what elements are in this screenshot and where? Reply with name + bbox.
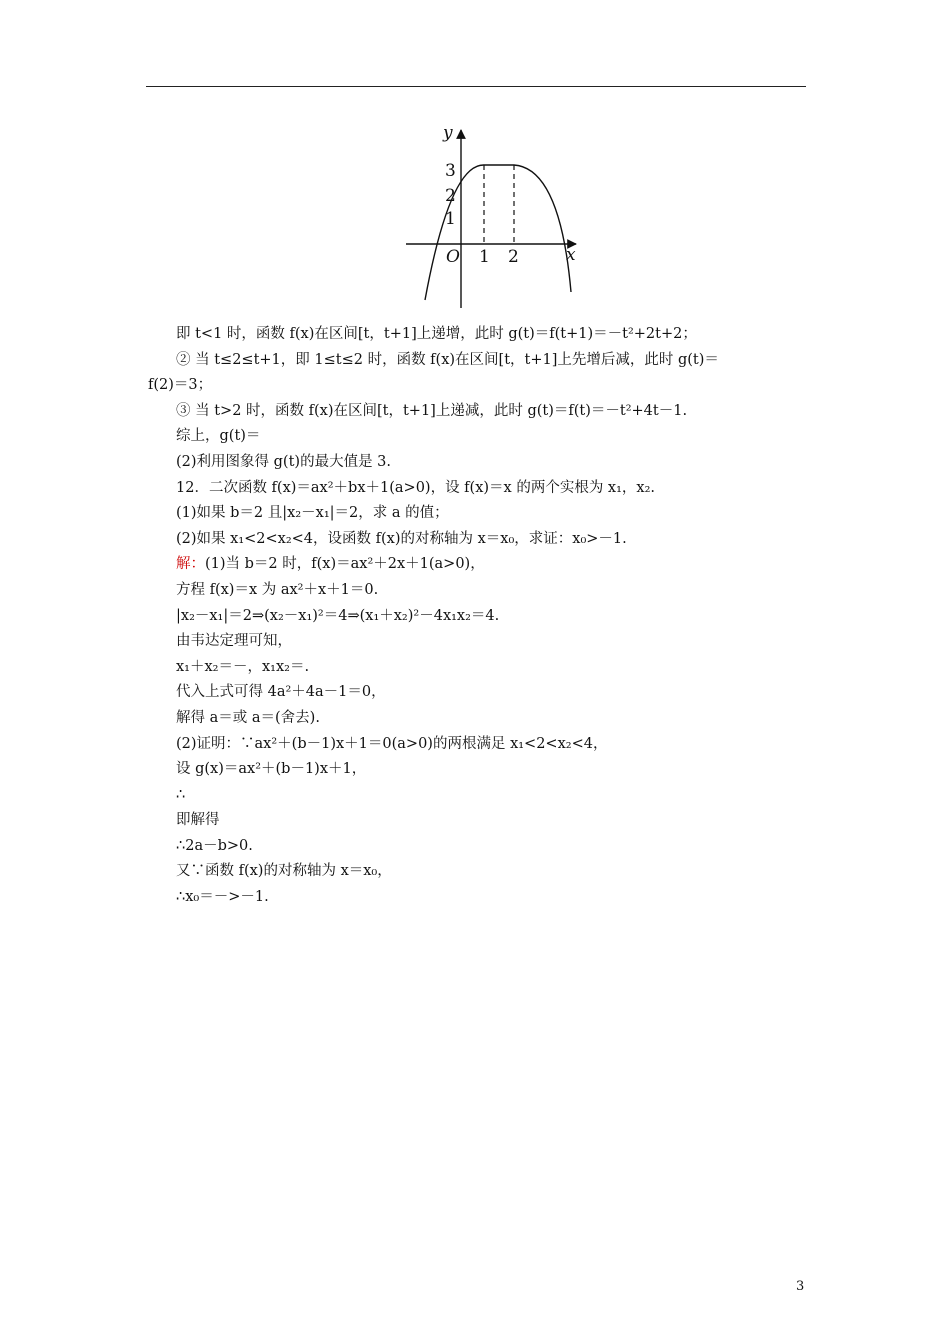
- text-line: 代入上式可得 4a²＋4a－1＝0，: [176, 684, 386, 701]
- header-rule: [146, 86, 806, 87]
- text-line: 解得 a＝或 a＝(舍去).: [176, 709, 320, 726]
- y-axis-label: y: [443, 123, 453, 143]
- x-tick-1: 1: [479, 247, 490, 267]
- text-line: ∴2a－b>0.: [176, 837, 253, 854]
- text-line: ② 当 t≤2≤t+1，即 1≤t≤2 时，函数 f(x)在区间[t，t+1]上先增后减，此时 g(t)＝: [176, 351, 719, 368]
- text-line: 又∵函数 f(x)的对称轴为 x＝x₀，: [176, 863, 392, 880]
- solution-label: 解：: [176, 556, 205, 573]
- text-line: 即解得: [176, 812, 220, 829]
- function-graph: [400, 120, 590, 310]
- text-line: 方程 f(x)＝x 为 ax²＋x＋1＝0.: [176, 581, 379, 598]
- text-line: (1)如果 b＝2 且|x₂－x₁|＝2，求 a 的值；: [176, 505, 449, 522]
- x-tick-2: 2: [508, 247, 519, 267]
- text-line: 即 t<1 时，函数 f(x)在区间[t，t+1]上递增，此时 g(t)＝f(t+1)＝－t²+2t+2；: [176, 326, 697, 342]
- text-line: x₁＋x₂＝－，x₁x₂＝.: [176, 658, 310, 675]
- text-line: (1)当 b＝2 时，f(x)＝ax²＋2x＋1(a>0)，: [205, 556, 485, 573]
- x-axis-label: x: [566, 245, 576, 265]
- text-line: 综上，g(t)＝: [176, 428, 261, 445]
- text-line: ∴: [176, 786, 186, 803]
- text-line: ∴x₀＝－>－1.: [176, 889, 269, 906]
- text-line: |x₂－x₁|＝2⇒(x₂－x₁)²＝4⇒(x₁＋x₂)²－4x₁x₂＝4.: [176, 607, 500, 624]
- body-text: [148, 322, 808, 911]
- y-tick-2: 2: [445, 186, 456, 206]
- text-line: (2)如果 x₁<2<x₂<4，设函数 f(x)的对称轴为 x＝x₀，求证：x₀>－1.: [176, 530, 627, 547]
- text-line: (2)证明：∵ax²＋(b－1)x＋1＝0(a>0)的两根满足 x₁<2<x₂<4，: [176, 735, 608, 752]
- page-number: 3: [796, 1279, 805, 1294]
- text-line: ③ 当 t>2 时，函数 f(x)在区间[t，t+1]上递减，此时 g(t)＝f(t)＝－t²+4t－1.: [176, 402, 688, 419]
- y-tick-1: 1: [445, 209, 456, 229]
- text-line: (2)利用图象得 g(t)的最大值是 3.: [176, 453, 392, 470]
- origin-label: O: [446, 247, 460, 267]
- text-line: f(2)＝3；: [148, 377, 213, 394]
- problem-statement: 12．二次函数 f(x)＝ax²＋bx＋1(a>0)，设 f(x)＝x 的两个实根为 x₁，x₂.: [176, 479, 656, 496]
- solution-start: [148, 552, 808, 578]
- text-line: 设 g(x)＝ax²＋(b－1)x＋1，: [176, 761, 367, 778]
- text-line: 由韦达定理可知，: [176, 633, 292, 650]
- y-tick-3: 3: [445, 161, 456, 181]
